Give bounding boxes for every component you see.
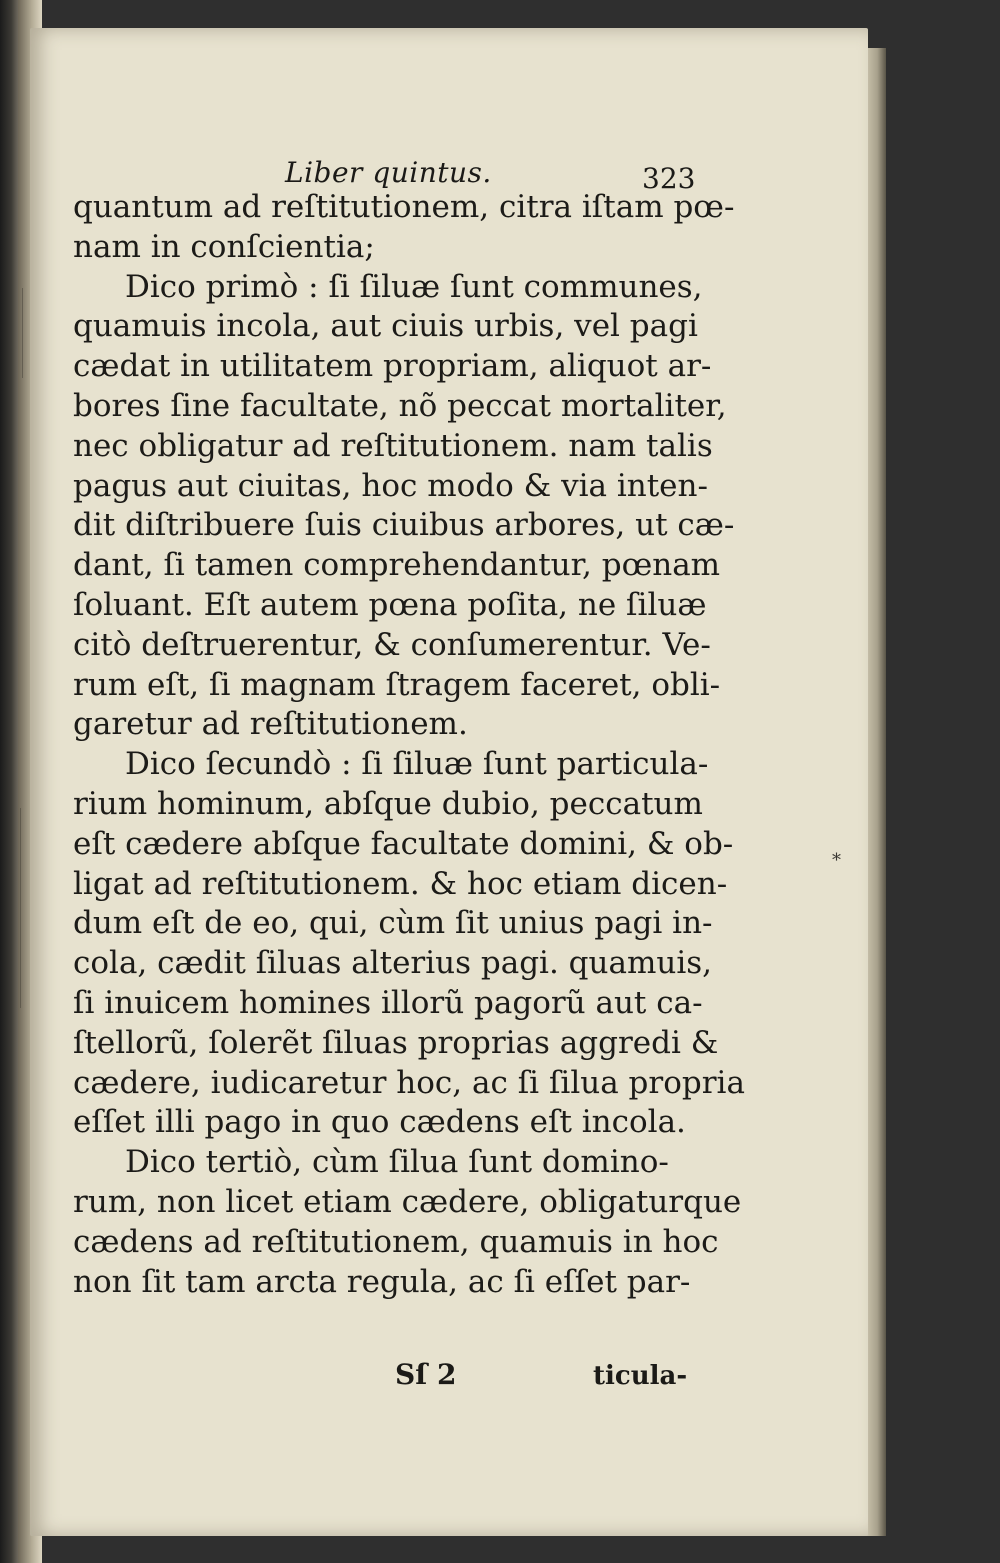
text-line: citò deſtruerentur, & conſumerentur. Ve- [73, 626, 711, 663]
signature-mark: Sſ 2 [395, 1358, 457, 1391]
text-line: bores ſine facultate, nõ peccat mortaliter, [73, 387, 727, 424]
text-line: dum eſt de eo, qui, cùm ſit unius pagi in- [73, 905, 713, 942]
text-line: ligat ad reſtitutionem. & hoc etiam dicen- [73, 865, 728, 902]
text-line: ſtellorũ, ſolerẽt ſiluas proprias aggredi & [73, 1024, 719, 1061]
text-line: rum eſt, ſi magnam ſtragem faceret, obli- [73, 666, 721, 703]
text-line: cædat in utilitatem propriam, aliquot ar- [73, 348, 712, 385]
text-line: Dico ſecundò : ſi ſiluæ ſunt particula- [125, 746, 709, 783]
text-line: ſi inuicem homines illorũ pagorũ aut ca- [73, 984, 703, 1021]
text-line: ſoluant. Eſt autem pœna poſita, ne ſiluæ [73, 586, 707, 623]
page-number: 323 [642, 162, 696, 195]
text-line: non ſit tam arcta regula, ac ſi eſſet par- [73, 1263, 691, 1300]
book-page [30, 28, 868, 1536]
text-line: nam in conſcientia; [73, 228, 375, 265]
text-line: rum, non licet etiam cædere, obligaturque [73, 1183, 742, 1220]
text-line: cædens ad reſtitutionem, quamuis in hoc [73, 1223, 719, 1260]
text-line: cædere, iudicaretur hoc, ac ſi ſilua propria [73, 1064, 745, 1101]
text-line: rium hominum, abſque dubio, peccatum [73, 785, 703, 822]
text-line: quamuis incola, aut ciuis urbis, vel pagi [73, 308, 698, 345]
text-line: garetur ad reſtitutionem. [73, 706, 468, 743]
text-line: Dico primò : ſi ſiluæ ſunt communes, [125, 268, 703, 305]
bleed-through-mark [22, 288, 23, 378]
margin-mark: * [832, 850, 841, 871]
body-text [73, 188, 743, 1302]
text-line: cola, cædit ſiluas alterius pagi. quamuis, [73, 945, 712, 982]
text-line: pagus aut ciuitas, hoc modo & via inten- [73, 467, 708, 504]
running-title: Liber quintus. [285, 156, 492, 189]
text-line: dant, ſi tamen comprehendantur, pœnam [73, 547, 721, 584]
text-line: dit diſtribuere ſuis ciuibus arbores, ut cæ- [73, 507, 735, 544]
text-line: nec obligatur ad reſtitutionem. nam talis [73, 427, 713, 464]
text-line: Dico tertiò, cùm ſilua ſunt domino- [125, 1144, 669, 1181]
catchword: ticula- [593, 1361, 688, 1391]
bleed-through-mark [20, 808, 21, 1008]
page-footer [30, 1358, 890, 1404]
text-line: eſt cædere abſque facultate domini, & ob- [73, 825, 734, 862]
text-line: quantum ad reſtitutionem, citra iſtam pœ- [73, 189, 735, 225]
text-line: eſſet illi pago in quo cædens eſt incola. [73, 1104, 686, 1141]
